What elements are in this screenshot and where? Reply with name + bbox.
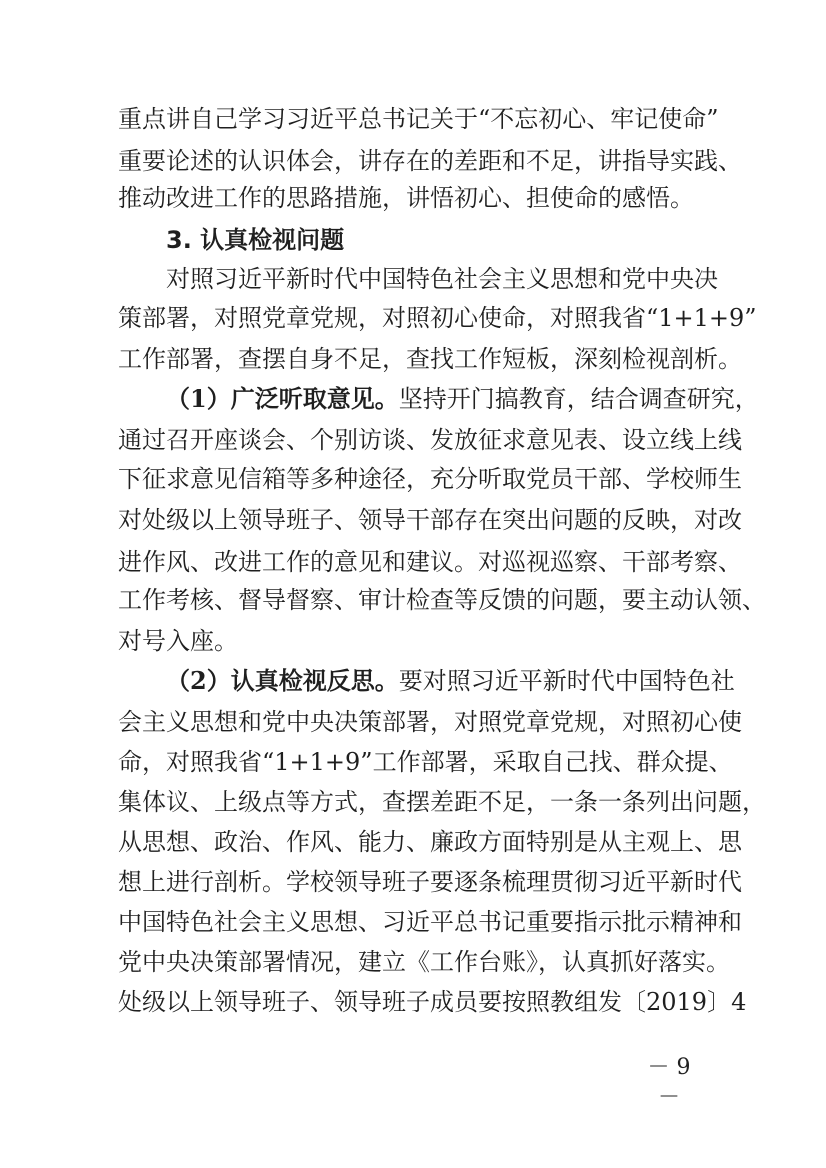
body-line-23: 处级以上领导班子、领导班子成员要按照教组发〔2019〕4 (118, 988, 747, 1016)
subsection-2-line (166, 661, 735, 701)
body-line-2: 重要论述的认识体会，讲存在的差距和不足，讲指导实践、 (118, 147, 742, 175)
body-line-12: 进作风、改进工作的意见和建议。对巡视巡察、干部考察、 (118, 548, 742, 576)
body-line-21: 中国特色社会主义思想、习近平总书记重要指示批示精神和 (118, 908, 742, 936)
body-line-22: 党中央决策部署情况，建立《工作台账》，认真抓好落实。 (118, 948, 730, 976)
body-line-6: 策部署，对照党章党规，对照初心使命，对照我省“1+1+9” (118, 304, 757, 332)
body-line-3: 推动改进工作的思路措施，讲悟初心、担使命的感悟。 (118, 184, 694, 212)
body-line-5: 对照习近平新时代中国特色社会主义思想和党中央决 (166, 265, 718, 293)
body-line-18: 集体议、上级点等方式，查摆差距不足，一条一条列出问题， (118, 788, 766, 816)
subsection-2-title: （2）认真检视反思。 (166, 666, 399, 695)
subsection-2-text: 要对照习近平新时代中国特色社 (398, 667, 735, 695)
body-line-1: 重点讲自己学习习近平总书记关于“不忘初心、牢记使命” (118, 105, 719, 133)
body-line-20: 想上进行剖析。学校领导班子要逐条梳理贯彻习近平新时代 (118, 868, 742, 896)
body-line-11: 对处级以上领导班子、领导干部存在突出问题的反映，对改 (118, 506, 742, 534)
body-line-7: 工作部署，查摆自身不足，查找工作短板，深刻检视剖析。 (118, 345, 742, 373)
subsection-1-line (166, 379, 759, 419)
body-line-17: 命，对照我省“1+1+9”工作部署，采取自己找、群众提、 (118, 748, 733, 776)
body-line-9: 通过召开座谈会、个别访谈、发放征求意见表、设立线上线 (118, 426, 742, 454)
section-heading-3: 3. 认真检视问题 (166, 226, 345, 254)
body-line-13: 工作考核、督导督察、审计检查等反馈的问题，要主动认领、 (118, 586, 766, 614)
body-line-16: 会主义思想和党中央决策部署，对照党章党规，对照初心使 (118, 708, 742, 736)
body-line-10: 下征求意见信箱等多种途径，充分听取党员干部、学校师生 (118, 465, 742, 493)
subsection-1-title: （1）广泛听取意见。 (166, 384, 399, 413)
body-line-14: 对号入座。 (118, 627, 238, 655)
page-number: － 9 － (647, 1055, 691, 1110)
subsection-1-text: 坚持开门搞教育，结合调查研究， (398, 385, 759, 413)
body-line-19: 从思想、政治、作风、能力、廉政方面特别是从主观上、思 (118, 828, 742, 856)
